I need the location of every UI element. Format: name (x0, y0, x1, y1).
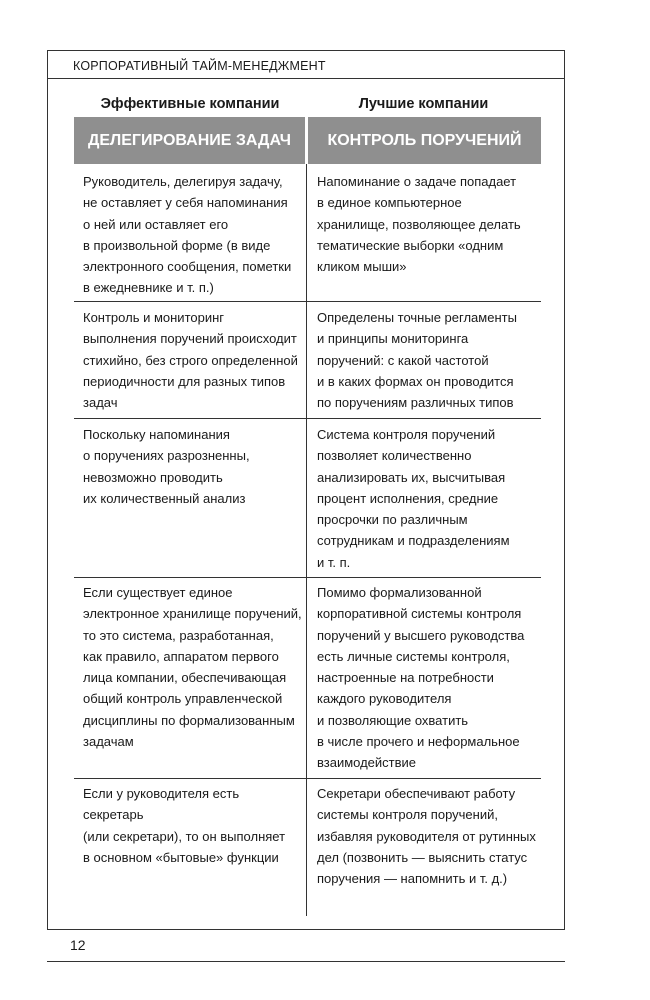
band-control: КОНТРОЛЬ ПОРУЧЕНИЙ (308, 117, 541, 164)
band-delegation: ДЕЛЕГИРОВАНИЕ ЗАДАЧ (74, 117, 305, 164)
row-divider (74, 301, 541, 302)
column-title-best: Лучшие компании (358, 96, 489, 112)
running-header: КОРПОРАТИВНЫЙ ТАЙМ-МЕНЕДЖМЕНТ (47, 50, 565, 79)
column-divider (306, 164, 307, 916)
row-2-effective: Контроль и мониторинг выполнения поручений происходит стихийно, без строго определенной периодичности для разных типов задач (83, 310, 298, 411)
page-number: 12 (70, 937, 86, 953)
row-1-effective: Руководитель, делегируя задачу, не оставляет у себя напоминания о ней или оставляет его в произвольной форме (в виде электронного сообщения, пометки в ежедневнике и т. п.) (83, 174, 292, 296)
row-5-effective: Если у руководителя есть секретарь (или секретари), то он выполняет в основном «бытовые» функции (83, 786, 286, 865)
row-2-best: Определены точные регламенты и принципы мониторинга поручений: с какой частотой и в каких формах он проводится по поручениям различных типов (317, 310, 517, 411)
footer-rule (47, 961, 565, 962)
row-divider (74, 418, 541, 419)
row-4-effective: Если существует единое электронное хранилище поручений, то это система, разработанная, как правило, аппаратом первого лица компании, обеспечивающая общий контроль управленческой дисциплины по формализованным задачам (83, 585, 302, 750)
row-divider (74, 778, 541, 779)
row-divider (74, 577, 541, 578)
row-4-best: Помимо формализованной корпоративной системы контроля поручений у высшего руководства есть личные системы контроля, настроенные на потребности каждого руководителя и позволяющие охватить в числе прочего и неформальное взаимодействие (317, 585, 525, 771)
row-3-effective: Поскольку напоминания о поручениях разрозненны, невозможно проводить их количественный анализ (83, 427, 250, 506)
row-5-best: Секретари обеспечивают работу системы контроля поручений, избавляя руководителя от рутинных дел (позвонить — выяснить статус поручения — напомнить и т. д.) (317, 786, 536, 887)
row-3-best: Система контроля поручений позволяет количественно анализировать их, высчитывая процент исполнения, средние просрочки по различным сотрудникам и подразделениям и т. п. (317, 427, 510, 570)
row-1-best: Напоминание о задаче попадает в единое компьютерное хранилище, позволяющее делать тематические выборки «одним кликом мыши» (317, 174, 521, 275)
column-title-effective: Эффективные компании (100, 96, 280, 112)
